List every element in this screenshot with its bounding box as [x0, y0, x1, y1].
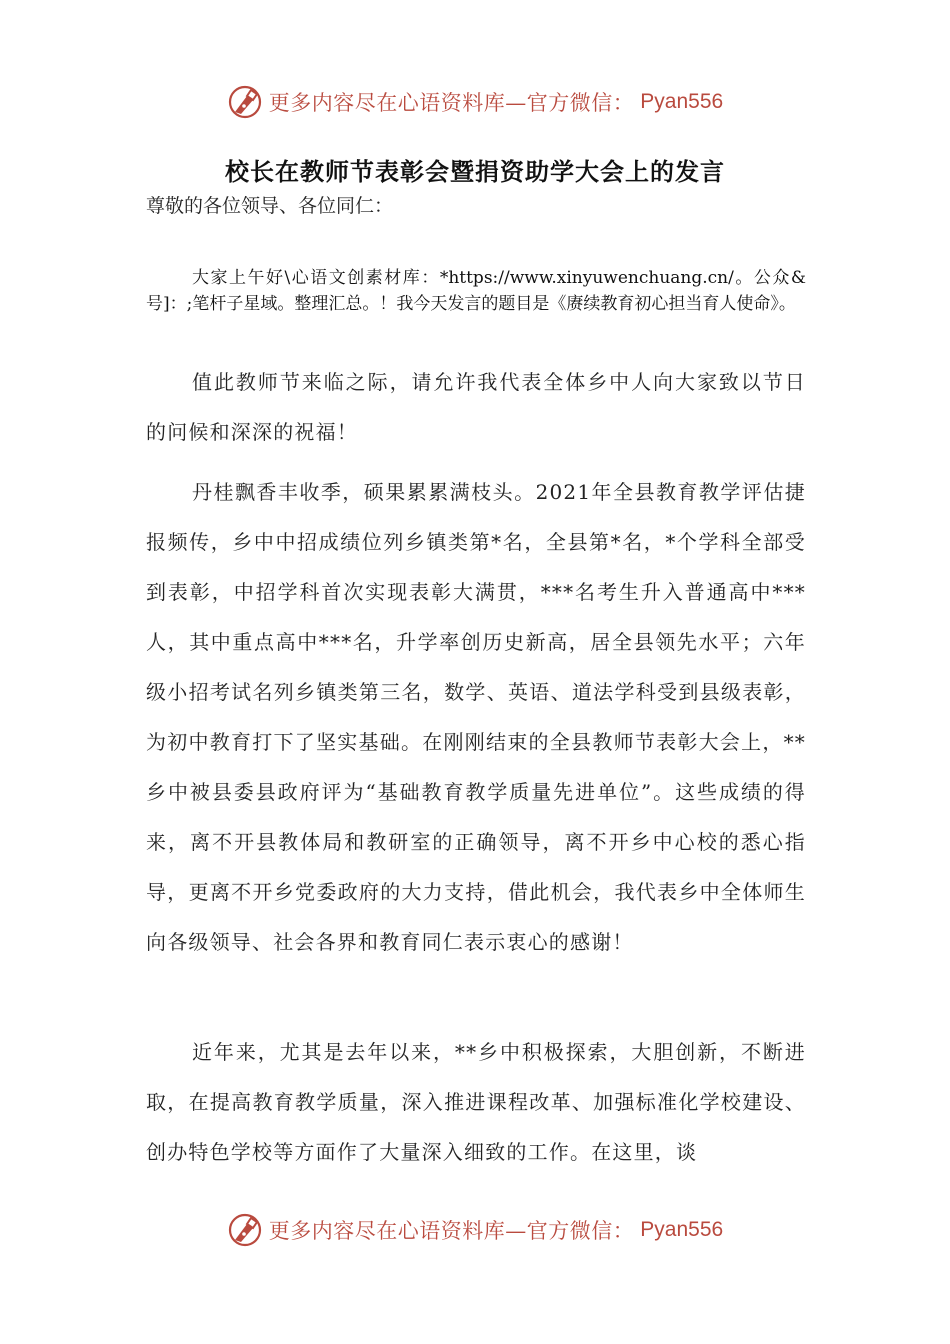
pen-nib-logo-icon: [227, 1212, 263, 1248]
header-banner: [0, 78, 950, 126]
paragraph-recent-work: 近年来，尤其是去年以来，**乡中积极探索，大胆创新，不断进取，在提高教育教学质量，深入推进课程改革、加强标准化学校建设、创办特色学校等方面作了大量深入细致的工作。在这里，谈: [146, 1040, 806, 1164]
footer-banner-wechat-id: Pyan556: [640, 1218, 724, 1241]
document-title: 校长在教师节表彰会暨捐资助学大会上的发言: [225, 157, 725, 186]
pen-nib-logo-icon: [227, 84, 263, 120]
paragraph-festival-wishes: 值此教师节来临之际，请允许我代表全体乡中人向大家致以节日的问候和深深的祝福！: [146, 370, 806, 444]
footer-banner-text: 更多内容尽在心语资料库—官方微信：: [268, 1219, 635, 1243]
paragraph-achievements: 丹桂飘香丰收季，硕果累累满枝头。2021年全县教育教学评估捷报频传，乡中中招成绩位列乡镇类第*名，全县第*名，*个学科全部受到表彰，中招学科首次实现表彰大满贯，***名考生升入普通高中***人，其中重点高中***名，升学率创历史新高，居全县领先水平；六年级小招考试名列乡镇类第三名，数学、英语、道法学科受到县级表彰，为初中教育打下了坚实基础。在刚刚结束的全县教师节表彰大会上，**乡中被县委县政府评为“基础教育教学质量先进单位”。这些成绩的得来，离不开县教体局和教研室的正确领导，离不开乡中心校的悉心指导，更离不开乡党委政府的大力支持，借此机会，我代表乡中全体师生向各级领导、社会各界和教育同仁表示衷心的感谢！: [146, 480, 806, 954]
salutation: 尊敬的各位领导、各位同仁：: [146, 195, 394, 217]
footer-banner: [0, 1206, 950, 1254]
header-banner-wechat-id: Pyan556: [640, 90, 724, 113]
header-banner-text: 更多内容尽在心语资料库—官方微信：: [268, 91, 635, 115]
paragraph-greeting: 大家上午好\心语文创素材库：*https://www.xinyuwenchuang.cn/。公众&号]：;笔杆子星域。整理汇总。！我今天发言的题目是《赓续教育初心担当育人使命》。: [146, 268, 806, 314]
